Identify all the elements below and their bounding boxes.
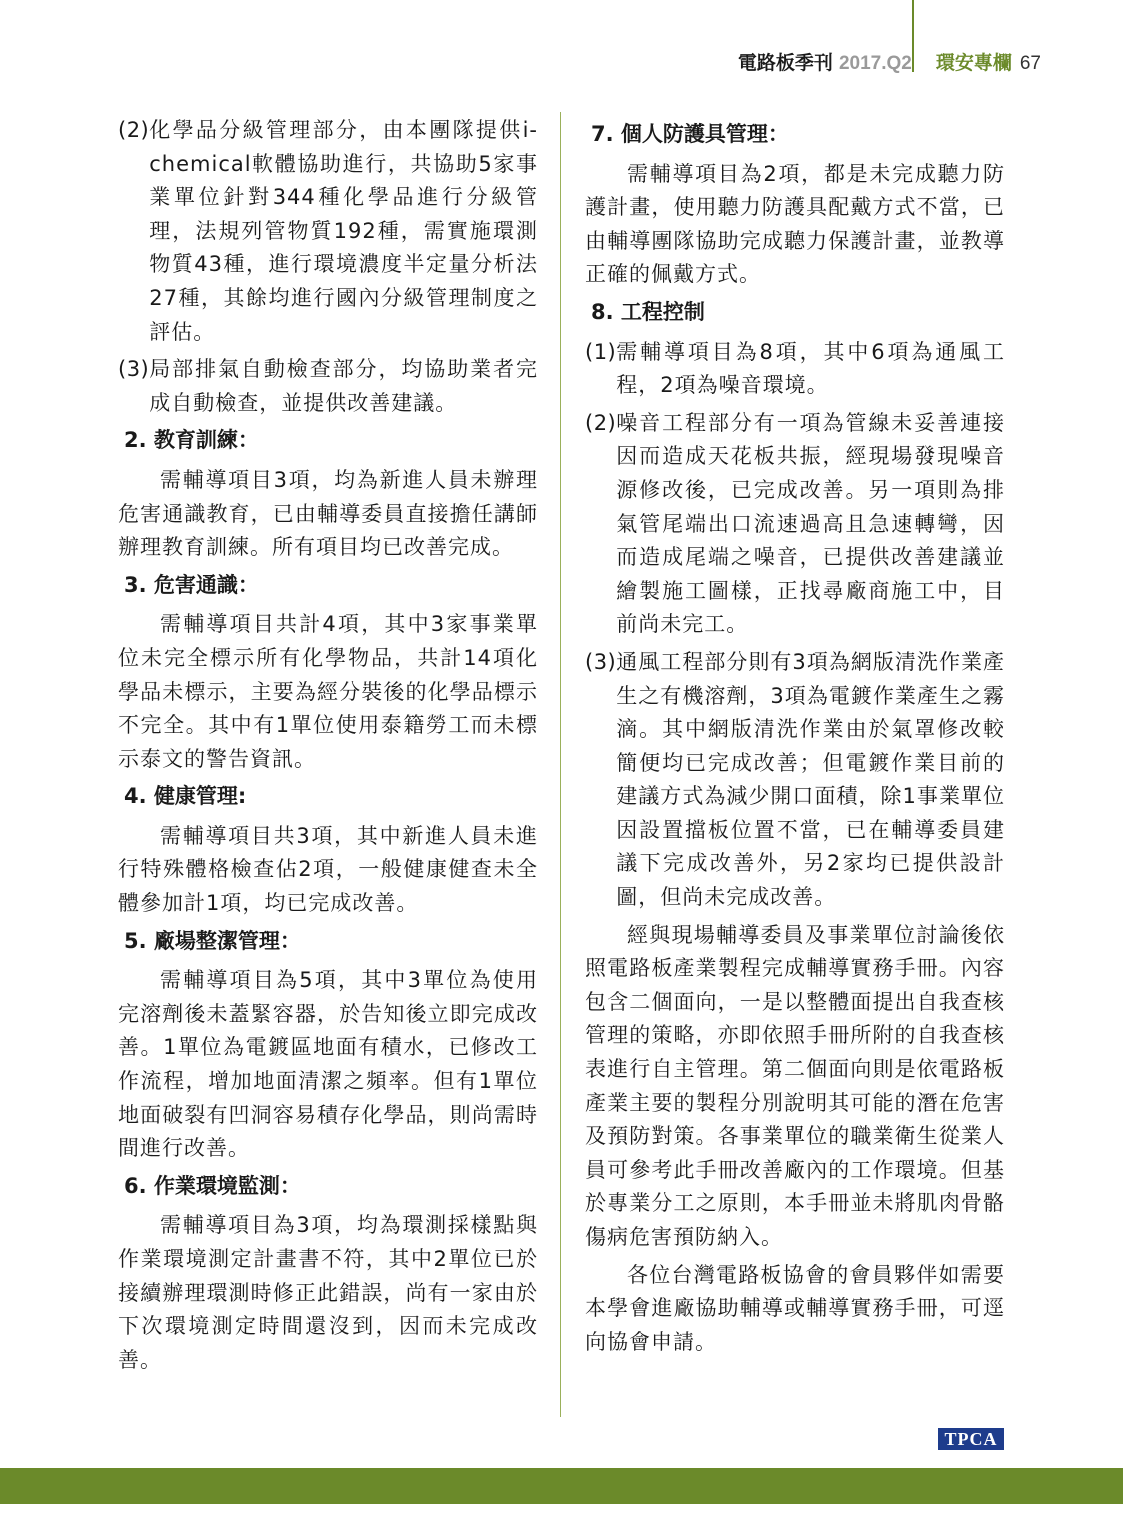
list-item	[118, 114, 538, 349]
list-number: (2)	[118, 118, 150, 142]
section-heading-engineering: 8. 工程控制	[591, 299, 705, 324]
paragraph-ppe: 需輔導項目為2項，都是未完成聽力防護計畫，使用聽力防護具配戴方式不當，已由輔導團隊協助完成聽力保護計畫，並教導正確的佩戴方式。	[585, 161, 1005, 287]
issue-label: 2017.Q2	[838, 53, 912, 74]
section-title: 環安專欄	[935, 53, 1012, 74]
page-number: 67	[1019, 53, 1041, 74]
list-item	[118, 353, 538, 420]
section-heading-ppe: 7. 個人防護具管理：	[591, 122, 789, 146]
paragraph-health: 需輔導項目共3項，其中新進人員未進行特殊體格檢查佔2項，一般健康健查未全體參加計1項，均已完成改善。	[118, 823, 538, 916]
paragraph-education: 需輔導項目3項，均為新進人員未辦理危害通識教育，已由輔導委員直接擔任講師辦理教育訓練。所有項目均已改善完成。	[118, 467, 538, 560]
list-item	[585, 407, 1005, 642]
paragraph-summary: 經與現場輔導委員及事業單位討論後依照電路板產業製程完成輔導實務手冊。內容包含二個面向，一是以整體面提出自我查核管理的策略，亦即依照手冊所附的自我查核表進行自主管理。第二個面向則是依電路板產業主要的製程分別說明其可能的潛在危害及預防對策。各事業單位的職業衛生從業人員可參考此手冊改善廠內的工作環境。但基於專業分工之原則，本手冊並未將肌肉骨骼傷病危害預防納入。	[585, 922, 1005, 1249]
section-heading-health: 4. 健康管理:	[124, 784, 247, 809]
tpca-logo: TPCA	[938, 1428, 1004, 1450]
paragraph-closing: 各位台灣電路板協會的會員夥伴如需要本學會進廠協助輔導或輔導實務手冊，可逕向協會申請。	[585, 1262, 1005, 1354]
magazine-title: 電路板季刊	[737, 53, 833, 74]
column-divider	[560, 112, 561, 1417]
list-item	[585, 336, 1005, 403]
list-number: (1)	[585, 339, 617, 364]
right-column	[585, 114, 1005, 1363]
list-text: 通風工程部分則有3項為網版清洗作業產生之有機溶劑，3項為電鍍作業產生之霧滴。其中網版清洗作業由於氣罩修改較簡便均已完成改善；但電鍍作業目前的建議方式為減少開口面積，除1事業單位因設置擋板位置不當，已在輔導委員建議下完成改善外，另2家均已提供設計圖，但尚未完成改善。	[616, 649, 1005, 910]
running-header	[738, 48, 1041, 75]
footer-bar	[0, 1468, 1123, 1504]
section-heading-hazard: 3. 危害通識：	[124, 572, 259, 597]
paragraph-hazard: 需輔導項目共計4項，其中3家事業單位未完全標示所有化學物品，共計14項化學品未標示，主要為經分裝後的化學品標示不完全。其中有1單位使用泰籍勞工而未標示泰文的警告資訊。	[118, 612, 538, 771]
left-column	[118, 114, 538, 1381]
list-number: (2)	[585, 410, 617, 435]
list-text: 需輔導項目為8項，其中6項為通風工程，2項為噪音環境。	[616, 339, 1005, 398]
paragraph-monitoring: 需輔導項目為3項，均為環測採樣點與作業環境測定計畫書不符，其中2單位已於接續辦理環測時修正此錯誤，尚有一家由於下次環境測定時間還沒到，因而未完成改善。	[118, 1213, 538, 1372]
list-text: 噪音工程部分有一項為管線未妥善連接因而造成天花板共振，經現場發現噪音源修改後，已完成改善。另一項則為排氣管尾端出口流速過高且急速轉彎，因而造成尾端之噪音，已提供改善建議並繪製施工圖樣，正找尋廠商施工中，目前尚未完工。	[616, 410, 1005, 637]
list-number: (3)	[585, 649, 617, 674]
paragraph-housekeeping: 需輔導項目為5項，其中3單位為使用完溶劑後未蓋緊容器，於告知後立即完成改善。1單位為電鍍區地面有積水，已修改工作流程，增加地面清潔之頻率。但有1單位地面破裂有凹洞容易積存化學品，則尚需時間進行改善。	[118, 968, 538, 1161]
list-item	[585, 646, 1005, 915]
section-heading-housekeeping: 5. 廠場整潔管理：	[124, 928, 301, 953]
list-text: 化學品分級管理部分，由本團隊提供i-chemical軟體協助進行，共協助5家事業單位針對344種化學品進行分級管理，法規列管物質192種，需實施環測物質43種，進行環境濃度半定量分析法27種，其餘均進行國內分級管理制度之評估。	[149, 118, 538, 344]
list-number: (3)	[118, 357, 150, 382]
list-text: 局部排氣自動檢查部分，均協助業者完成自動檢查，並提供改善建議。	[149, 357, 538, 415]
section-heading-monitoring: 6. 作業環境監測：	[124, 1173, 301, 1198]
section-heading-education: 2. 教育訓練：	[124, 428, 259, 453]
